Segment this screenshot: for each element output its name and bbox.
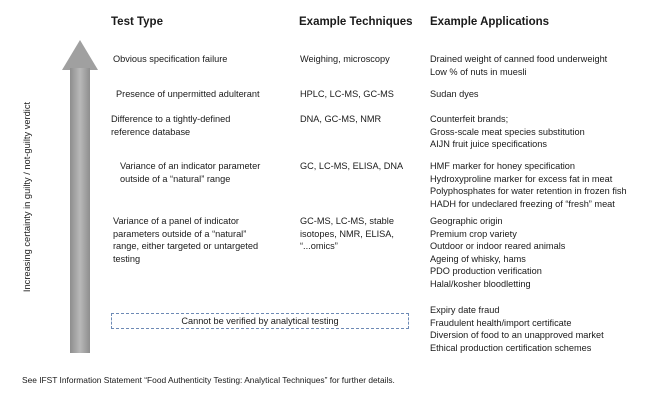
not-verifiable-box <box>111 313 409 329</box>
header-test-type: Test Type <box>111 16 163 28</box>
header-techniques: Example Techniques <box>299 16 413 28</box>
row-4-applications: HMF marker for honey specification Hydroxyproline marker for excess fat in meat Polyphosphates for water retention in frozen fish HADH for undeclared freezing of “fresh” meat <box>430 161 627 209</box>
row-2-applications: Sudan dyes <box>430 89 479 99</box>
row-5-techniques: GC-MS, LC-MS, stable isotopes, NMR, ELISA, “...omics” <box>300 216 394 252</box>
certainty-axis-label: Increasing certainty in guilty / not-guilty verdict <box>22 101 32 293</box>
row-4-test-type: Variance of an indicator parameter outside of a “natural” range <box>120 161 261 184</box>
row-6-applications: Expiry date fraud Fraudulent health/import certificate Diversion of food to an unapproved market Ethical production certification schemes <box>430 305 604 353</box>
row-3-techniques: DNA, GC-MS, NMR <box>300 114 382 124</box>
header-applications: Example Applications <box>430 16 550 28</box>
row-1-techniques: Weighing, microscopy <box>300 54 390 64</box>
row-2-techniques: HPLC, LC-MS, GC-MS <box>300 89 394 99</box>
row-2-test-type: Presence of unpermitted adulterant <box>116 89 260 99</box>
footer-note: See IFST Information Statement “Food Authenticity Testing: Analytical Techniques” for further details. <box>22 375 395 385</box>
row-5-applications: Geographic origin Premium crop variety Outdoor or indoor reared animals Ageing of whisky, hams PDO production verification Halal/kosher bloodletting <box>430 216 566 289</box>
up-arrow-head <box>62 40 98 70</box>
row-5-test-type: Variance of a panel of indicator parameters outside of a “natural” range, either targeted or untargeted testing <box>113 216 259 264</box>
row-6-test-type: Cannot be verified by analytical testing <box>181 316 339 326</box>
row-1-applications: Drained weight of canned food underweight Low % of nuts in muesli <box>430 54 608 77</box>
row-4-techniques: GC, LC-MS, ELISA, DNA <box>300 161 404 171</box>
row-1-test-type: Obvious specification failure <box>113 54 228 64</box>
row-3-test-type: Difference to a tightly-defined reference database <box>111 114 231 137</box>
row-3-applications: Counterfeit brands; Gross-scale meat species substitution AIJN fruit juice specifications <box>430 114 585 150</box>
up-arrow-shaft <box>70 68 90 353</box>
